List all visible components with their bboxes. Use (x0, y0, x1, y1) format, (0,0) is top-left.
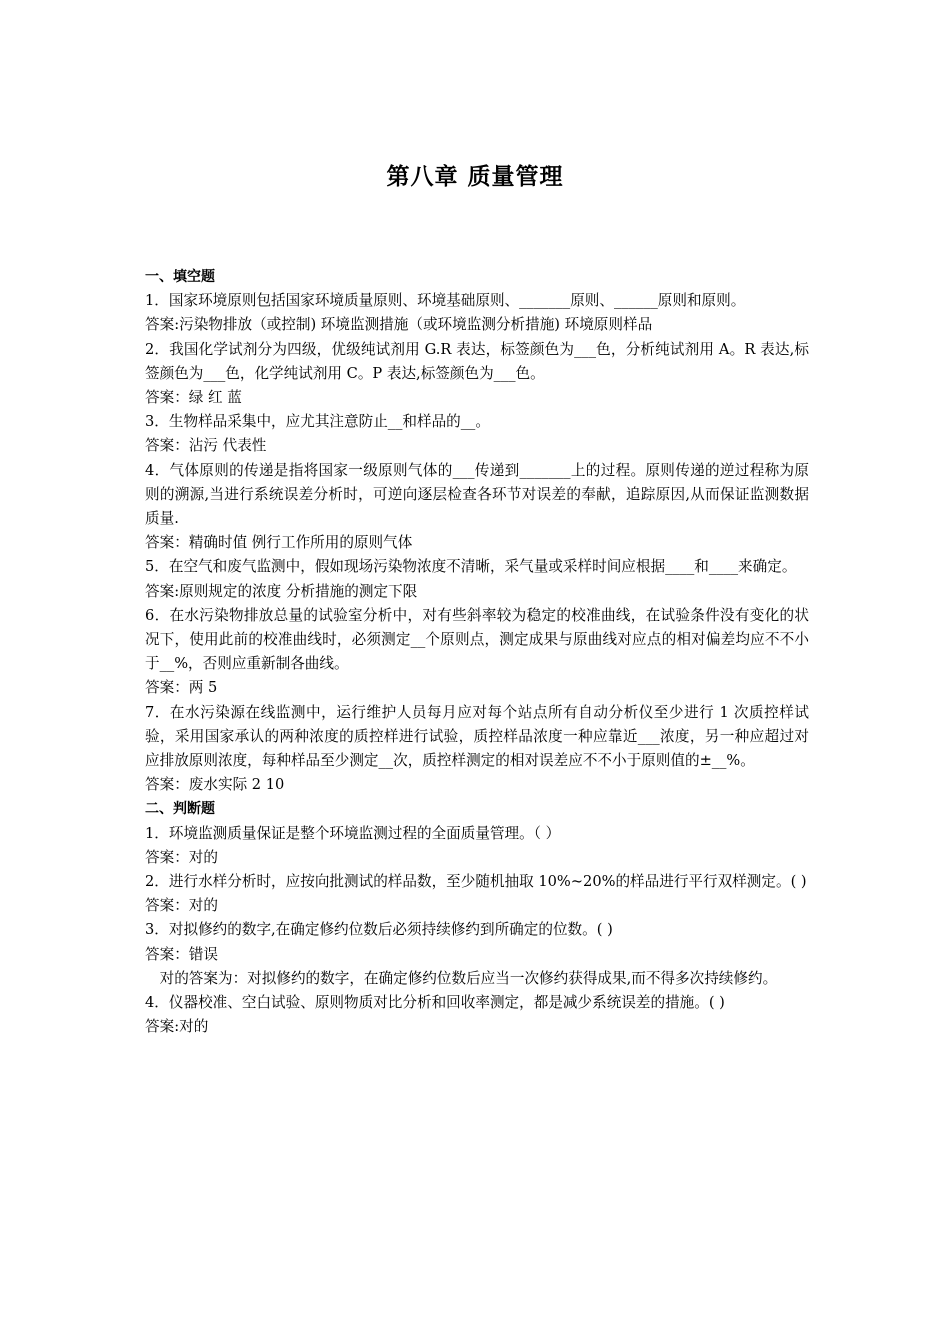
answer-text: 答案：对的 (145, 897, 218, 915)
question-text: 2．进行水样分析时，应按向批测试的样品数，至少随机抽取 10%~20%的样品进行平行双样测定。( ) (145, 873, 807, 891)
answer-text: 答案：对的 (145, 848, 218, 866)
question-text: 2．我国化学试剂分为四级，优级纯试剂用 G.R 表达，标签颜色为___色，分析纯试剂用 A。R 表达,标签颜色为___色，化学纯试剂用 C。P 表达,标签颜色为___色。 (145, 340, 809, 382)
question-text: 4．气体原则的传递是指将国家一级原则气体的___传递到_______上的过程。原则传递的逆过程称为原则的溯源,当进行系统误差分析时，可逆向逐层检查各环节对误差的奉献，追踪原因,从而保证监测数据质量. (145, 461, 809, 528)
question-text: 3．对拟修约的数字,在确定修约位数后必须持续修约到所确定的位数。( ) (145, 921, 613, 939)
answer-text: 答案:污染物排放（或控制) 环境监测措施（或环境监测分析措施) 环境原则样品 (145, 316, 653, 334)
answer-text: 答案：废水实际 2 10 (145, 776, 285, 794)
question-text: 7．在水污染源在线监测中，运行维护人员每月应对每个站点所有自动分析仪至少进行 1 次质控样试验，采用国家承认的两种浓度的质控样进行试验，质控样品浓度一种应靠近___浓度，另一种应超过对应排放原则浓度，每种样品至少测定__次，质控样测定的相对误差应不不小于原则值的±__%。 (145, 703, 809, 770)
question-text: 5．在空气和废气监测中，假如现场污染物浓度不清晰，采气量或采样时间应根据____和____来确定。 (145, 558, 797, 576)
question-text: 3．生物样品采集中，应尤其注意防止__和样品的__。 (145, 413, 490, 431)
answer-text: 答案:对的 (145, 1018, 209, 1036)
answer-text: 答案：精确时值 例行工作所用的原则气体 (145, 534, 413, 552)
question-text: 4．仪器校准、空白试验、原则物质对比分析和回收率测定，都是减少系统误差的措施。( ) (145, 994, 725, 1012)
question-text: 6．在水污染物排放总量的试验室分析中，对有些斜率较为稳定的校准曲线，在试验条件没有变化的状况下，使用此前的校准曲线时，必须测定__个原则点，测定成果与原曲线对应点的相对偏差均应不不小于__%，否则应重新制各曲线。 (145, 606, 809, 673)
answer-text: 答案：错误 (145, 945, 218, 963)
answer-text: 答案：沾污 代表性 (145, 437, 267, 455)
answer-text: 答案:原则规定的浓度 分析措施的测定下限 (145, 582, 418, 600)
question-text: 1．环境监测质量保证是整个环境监测过程的全面质量管理。（ ） (145, 824, 561, 842)
chapter-title: 第八章 质量管理 (386, 164, 564, 190)
section-heading-fill-blank: 一、填空题 (145, 269, 215, 285)
document-body (145, 265, 809, 1040)
question-text: 1．国家环境原则包括国家环境质量原则、环境基础原则、_______原则、______原则和原则。 (145, 292, 746, 310)
section-heading-true-false: 二、判断题 (145, 801, 215, 818)
answer-text: 答案：绿 红 蓝 (145, 389, 242, 407)
answer-text: 答案：两 5 (145, 679, 218, 697)
answer-note: 对的答案为：对拟修约的数字，在确定修约位数后应当一次修约获得成果,而不得多次持续修约。 (159, 969, 778, 987)
